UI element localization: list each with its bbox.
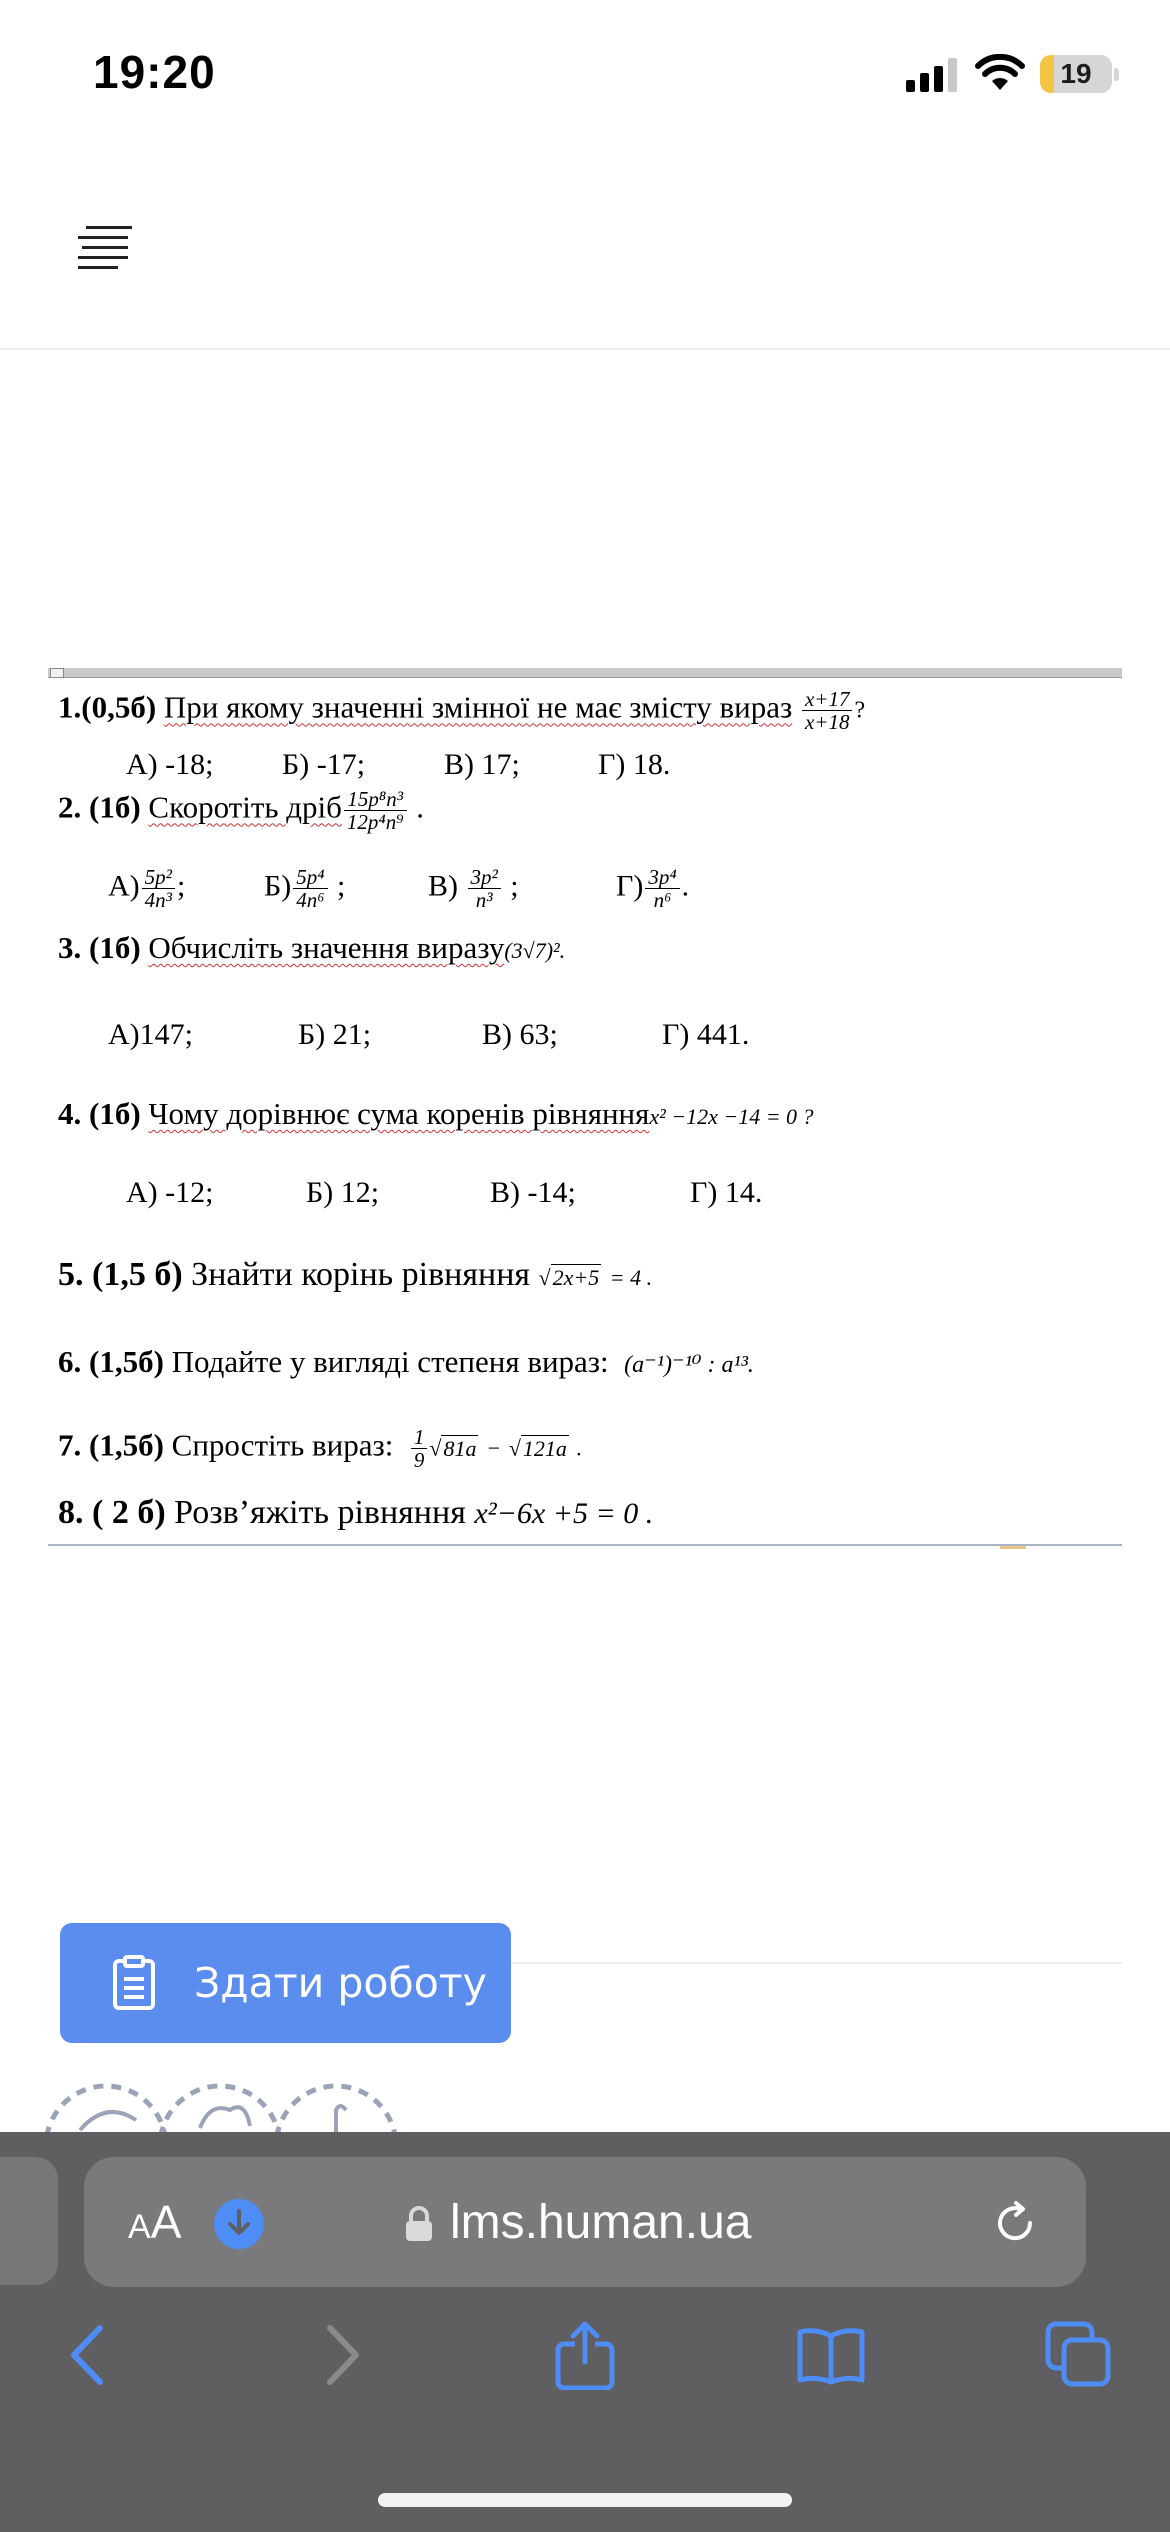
answer-option: Б) 21; — [298, 1018, 372, 1051]
cellular-signal-icon — [906, 58, 958, 92]
wifi-icon — [975, 54, 1025, 92]
fraction-denominator: 9 — [413, 1448, 425, 1473]
fraction-denominator: 12p⁴n⁹ — [346, 810, 404, 835]
minus-sign: − — [486, 1435, 502, 1461]
submit-work-label: Здати роботу — [194, 1959, 487, 2007]
question-number: 1. — [58, 689, 82, 725]
aa-small-letter: A — [128, 2208, 151, 2246]
battery-nub — [1114, 68, 1119, 81]
answer-option: Г) 18. — [598, 748, 671, 781]
question-number: 8. — [58, 1494, 84, 1531]
question-number: 4. — [58, 1096, 82, 1131]
menu-icon[interactable] — [78, 222, 132, 270]
reader-settings-button[interactable] — [128, 2190, 181, 2254]
question-expression: = 4 . — [609, 1265, 653, 1290]
answer-option: А) -12; — [126, 1176, 214, 1209]
document-ruler — [48, 668, 1122, 678]
question-number: 3. — [58, 930, 82, 965]
radicand: 121a — [522, 1435, 567, 1461]
radicand: 2x+5 — [552, 1265, 600, 1290]
question-points: ( 2 б) — [92, 1494, 166, 1531]
decorative-circles-icon — [40, 2080, 400, 2132]
question-text: Спростіть вираз: — [171, 1427, 394, 1463]
reload-icon[interactable] — [990, 2198, 1040, 2248]
question-text: Розв’яжіть рівняння — [174, 1494, 466, 1531]
answer-option: В) -14; — [490, 1176, 576, 1209]
question-text: Подайте у вигляді степеня вираз: — [171, 1344, 609, 1379]
question-points: (0,5б) — [81, 689, 157, 725]
task-document-image — [48, 668, 1122, 1548]
answer-option: В) 17; — [444, 748, 520, 781]
question-5: 5. (1,5 б) Знайти корінь рівняння √2x+5 = 4 . — [58, 1256, 653, 1293]
document-bottom-accent — [1000, 1546, 1026, 1549]
question-fraction — [411, 1426, 428, 1471]
fraction-denominator: x+18 — [804, 710, 850, 735]
download-icon[interactable] — [214, 2199, 264, 2249]
answer-option: Г) $\frac{\text{3p⁴}}{\text{n⁶}}$ . — [616, 865, 690, 913]
answer-option: Б) -17; — [282, 748, 366, 781]
question-3 — [58, 930, 565, 966]
question-8 — [58, 1494, 653, 1532]
question-2 — [58, 788, 424, 833]
question-number: 5. — [58, 1256, 84, 1293]
question-number: 6. — [58, 1344, 82, 1379]
question-text: Чому дорівнює сума коренів рівняння — [148, 1096, 650, 1131]
fraction-numerator: x+17 — [802, 688, 853, 711]
question-text: При якому значенні змінної не має змісту вираз — [163, 689, 793, 725]
question-expression: x² −12x −14 = 0 ? — [649, 1104, 814, 1129]
share-icon[interactable] — [550, 2320, 620, 2390]
question-text: Знайти корінь рівняння — [191, 1256, 531, 1293]
question-suffix: . — [576, 1435, 583, 1461]
question-4 — [58, 1096, 814, 1132]
answer-option: Б) $\frac{\text{5p⁴}}{\text{4n⁶}}$ ; — [264, 865, 346, 913]
answer-option: В) 63; — [482, 1018, 558, 1051]
question-fraction — [344, 788, 407, 833]
answer-option: Г) 441. — [662, 1018, 750, 1051]
fraction-numerator: 15p⁸n³ — [344, 788, 407, 811]
bookmarks-icon[interactable] — [796, 2320, 866, 2390]
header-divider — [0, 348, 1170, 350]
tabs-icon[interactable] — [1044, 2320, 1114, 2390]
question-text: Скоротіть дріб — [148, 789, 342, 825]
fraction-numerator: 1 — [411, 1426, 428, 1449]
question-fraction — [802, 688, 853, 733]
clipboard-icon — [112, 1955, 156, 2011]
status-time: 19:20 — [93, 46, 216, 98]
radicand: 81a — [443, 1435, 477, 1461]
battery-level: 19 — [1060, 58, 1092, 89]
question-points: (1,5б) — [89, 1427, 164, 1463]
url-text[interactable]: lms.human.ua — [450, 2196, 752, 2249]
answer-option: В) $\frac{\text{3p²}}{\text{n³}}$ ; — [428, 865, 519, 913]
status-bar — [0, 0, 1170, 140]
question-suffix: ? — [854, 697, 866, 724]
home-indicator[interactable] — [378, 2493, 792, 2507]
question-1 — [58, 688, 865, 733]
question-points: (1,5 б) — [92, 1256, 183, 1293]
question-points: (1б) — [89, 789, 141, 825]
back-icon[interactable] — [54, 2320, 124, 2390]
question-number: 7. — [58, 1427, 82, 1463]
lock-icon — [404, 2205, 434, 2243]
answer-option: А) $\frac{\text{5p²}}{\text{4n³}}$ ; — [108, 865, 186, 913]
question-text: Обчисліть значення виразу — [148, 930, 505, 965]
question-7: 7. (1,5б) Спростіть вираз: $\frac{1}{9}$ √81a − √121a . — [58, 1425, 583, 1473]
question-suffix: . — [416, 789, 425, 825]
answer-option: А)147; — [108, 1018, 193, 1051]
answer-option: Б) 12; — [306, 1176, 380, 1209]
question-6 — [58, 1344, 754, 1380]
question-expression: (a⁻¹)⁻¹⁰ : a¹³. — [624, 1352, 754, 1378]
battery-icon — [1040, 55, 1112, 93]
aa-big-letter: A — [150, 2196, 182, 2248]
question-number: 2. — [58, 789, 82, 825]
question-points: (1б) — [89, 930, 141, 965]
answer-option: А) -18; — [126, 748, 214, 781]
question-expression: x²−6x +5 = 0 . — [474, 1497, 654, 1530]
previous-tab-peek[interactable] — [0, 2157, 58, 2285]
question-points: (1б) — [89, 1096, 141, 1131]
document-bottom-border — [48, 1544, 1122, 1546]
question-expression: (3√7)². — [504, 938, 566, 963]
forward-icon — [306, 2320, 376, 2390]
submit-work-button[interactable] — [60, 1923, 511, 2043]
ruler-marker — [50, 668, 64, 678]
question-points: (1,5б) — [89, 1344, 164, 1379]
answer-option: Г) 14. — [690, 1176, 763, 1209]
